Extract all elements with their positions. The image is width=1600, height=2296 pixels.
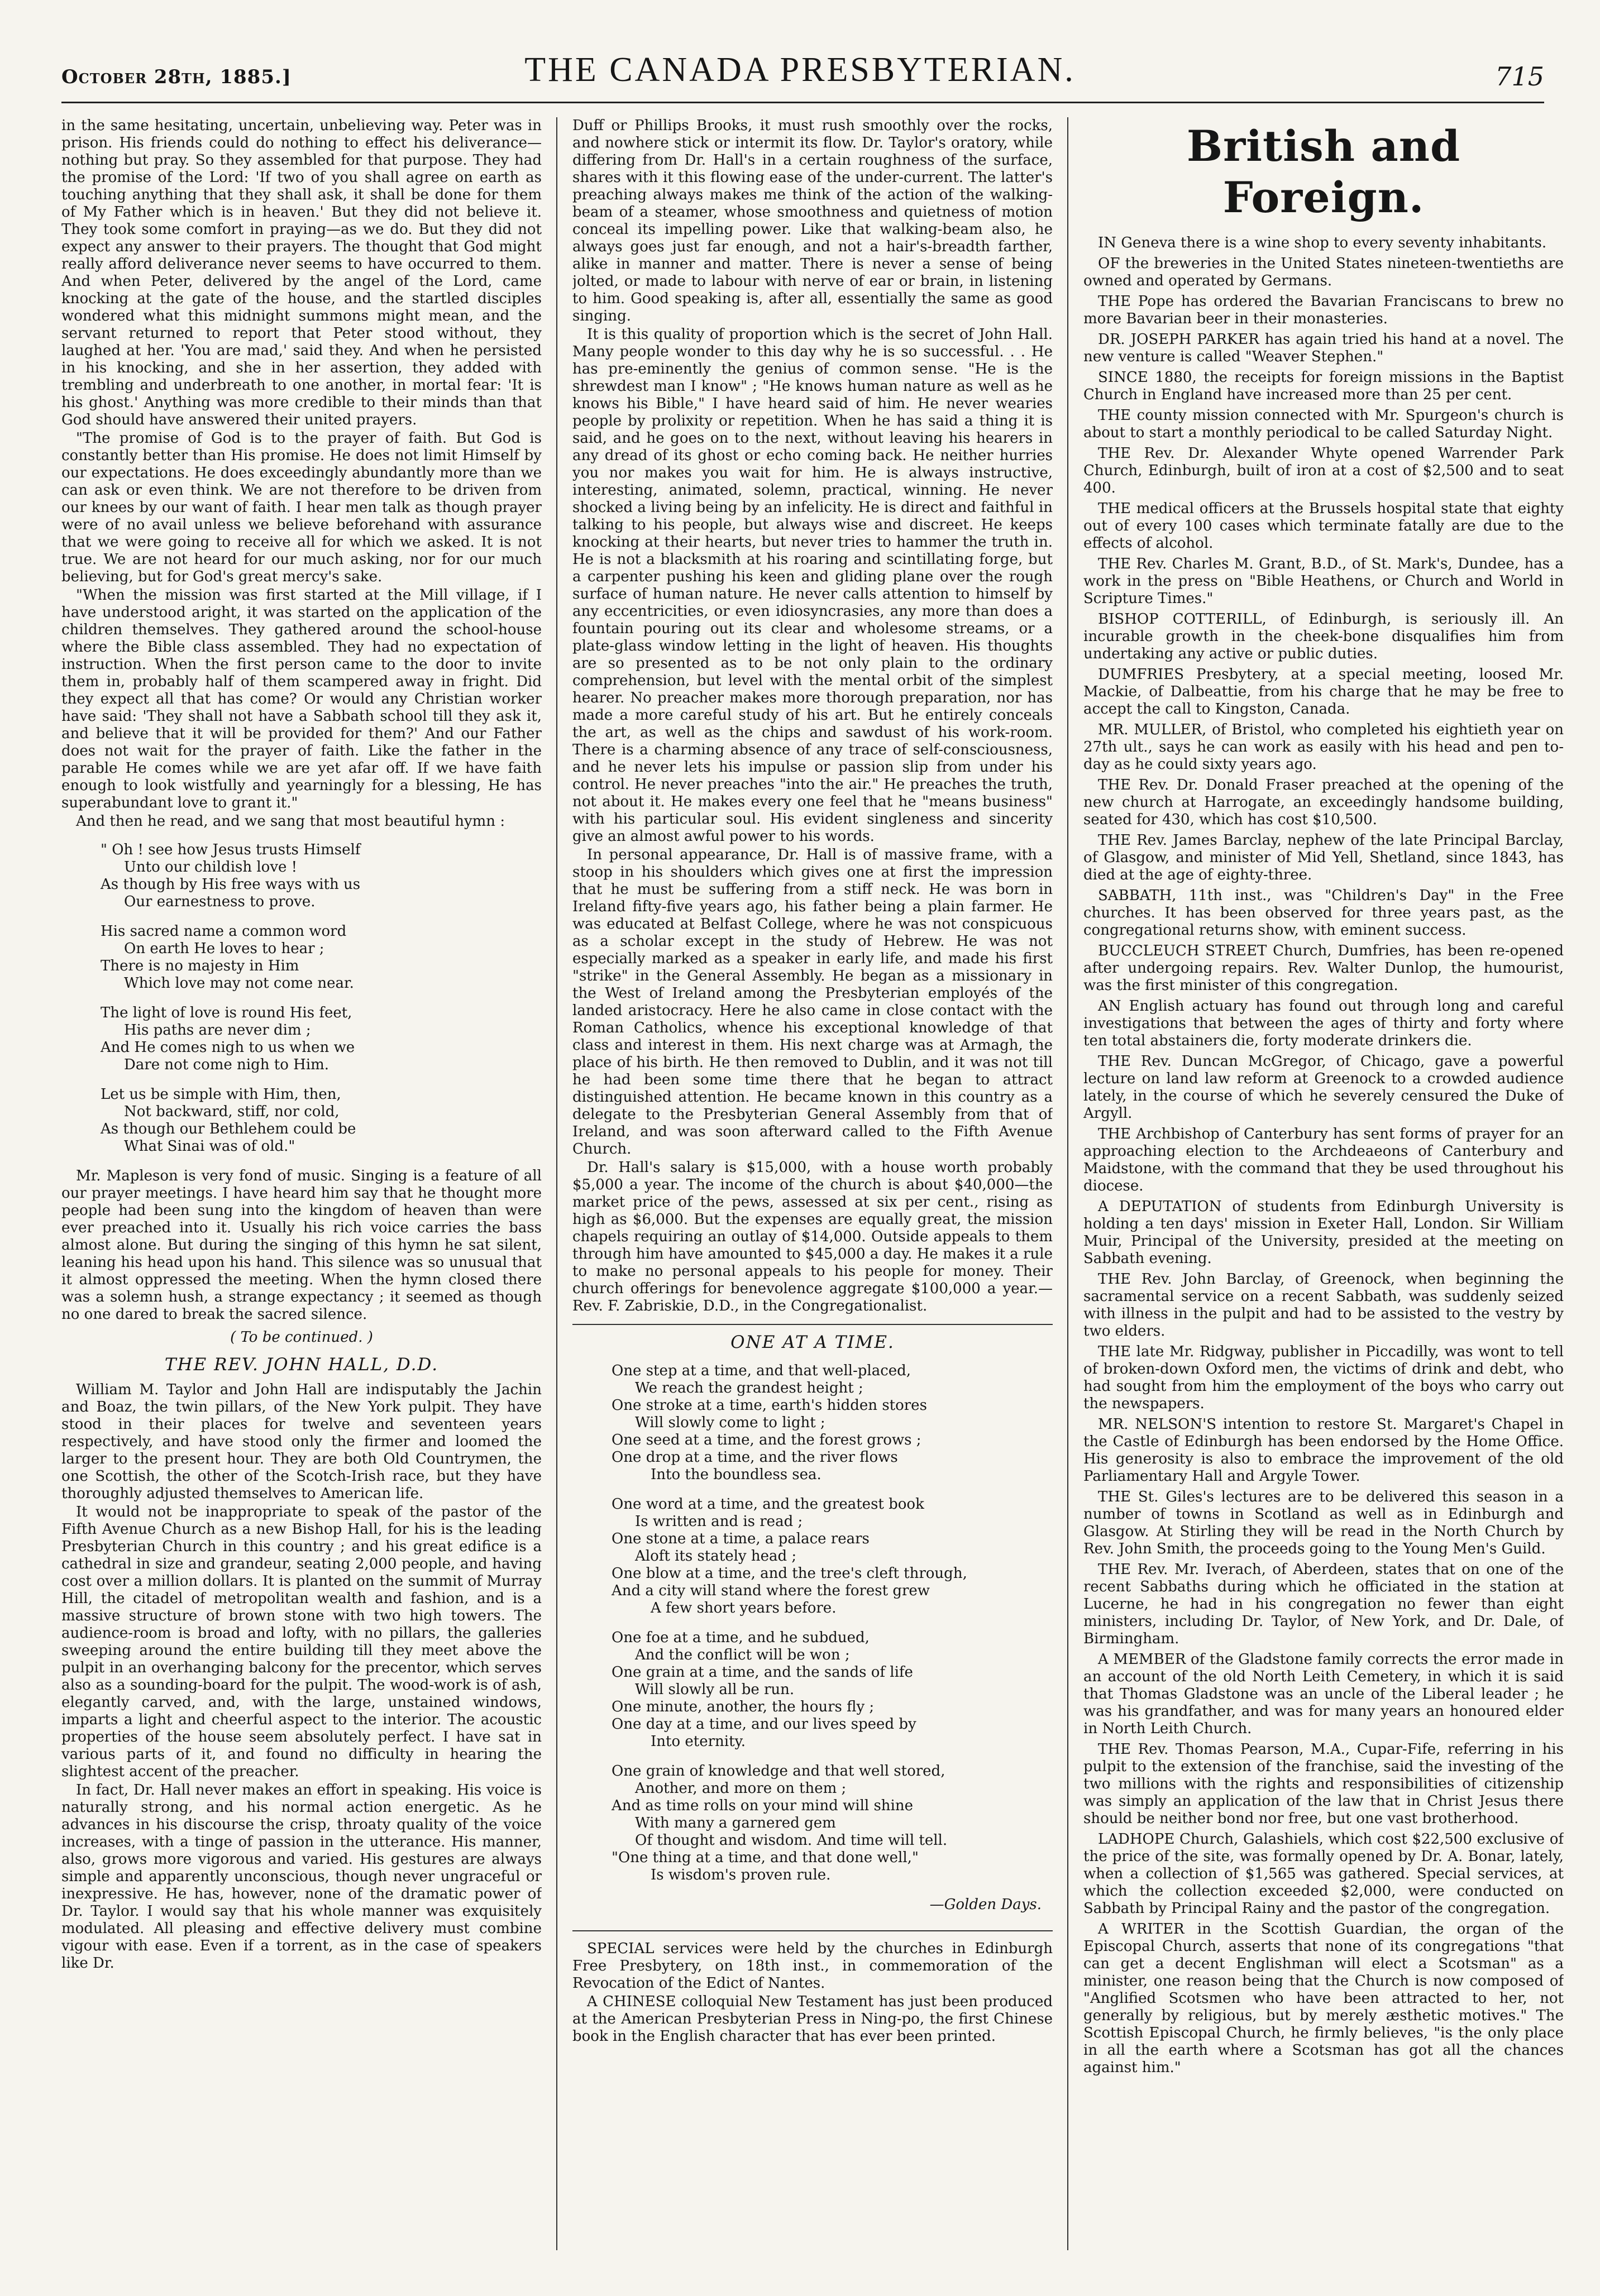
hymn-stanza	[101, 923, 542, 992]
news-note: A CHINESE colloquial New Testament has just been produced at the American Presbyterian Press in Ning-po, the first Chinese book in the English character that has ever been printed.	[572, 1993, 1053, 2045]
article-paragraph: In fact, Dr. Hall never makes an effort in speaking. His voice is naturally strong, and his normal action energetic. As he advances in his discourse the crisp, throaty quality of the voice increases, with a tinge of passion in the utterance. His manner, also, grows more vigorous and varied. His gestures are always simple and apparently unconscious, though never ungraceful or inexpressive. He has, however, none of the dramatic power of Dr. Taylor. I would say that his whole manner was exquisitely modulated. All pleasing and effective delivery must combine vigour with ease. Even if a torrent, as in the case of speakers like Dr.	[61, 1782, 542, 1972]
poem-line: One foe at a time, and he subdued,	[612, 1629, 870, 1646]
hymn-line: Unto our childish love !	[124, 859, 298, 876]
poem-line: One seed at a time, and the forest grows ;	[612, 1432, 921, 1448]
hymn-line: As though our Bethlehem could be	[101, 1121, 356, 1137]
hymn-stanza	[101, 1004, 542, 1074]
column-divider	[556, 117, 557, 2250]
news-item: A MEMBER of the Gladstone family corrects the error made in an account of the old North Leith Cemetery, in which it is said that Thomas Gladstone was an uncle of the Liberal leader ; he was his grandfather, and was for many years an honoured elder in North Leith Church.	[1083, 1651, 1564, 1737]
newspaper-page	[28, 34, 1572, 2273]
hymn-line: Our earnestness to prove.	[124, 893, 316, 910]
poem-line: One grain at a time, and the sands of life	[612, 1664, 913, 1681]
news-item: A WRITER in the Scottish Guardian, the organ of the Episcopal Church, asserts that none of its congregations "that can get a decent Englishman will elect a Scotsman" as a minister, one reason being that the Church is now composed of "Anglified Scotsmen who have been attracted to her, not generally by religious, but by merely æsthetic motives." The Scottish Episcopal Church, he firmly believes, "is the only place in all the earth where a Scotsman has got all the chances against him."	[1083, 1921, 1564, 2076]
hymn-line: " Oh ! see how Jesus trusts Himself	[101, 841, 361, 858]
hymn-line: As though by His free ways with us	[101, 876, 361, 893]
story-paragraph: in the same hesitating, uncertain, unbelieving way. Peter was in prison. His friends could do nothing to effect his deliverance—nothing but pray. So they assembled for that purpose. They had the promise of the Lord: 'If two of you shall agree on earth as touching anything that they shall ask, it shall be done for them of My Father which is in heaven.' But they did not believe it. They took some comfort in praying—as we do. But they did not expect any answer to their prayers. The thought that God might really afford deliverance never seems to have occurred to them. And when Peter, delivered by the angel of the Lord, came knocking at the gate of the house, and the startled disciples wondered what this midnight summons might mean, and the servant returned to report that Peter stood without, they laughed at her. 'You are mad,' said they. And when he persisted in his knocking, and she in her assertion, they added with trembling and underbreath to one another, in mortal fear: 'It is his ghost.' Anything was more credible to their minds than that God should have answered their united prayers.	[61, 117, 542, 428]
masthead-title: THE CANADA PRESBYTERIAN.	[524, 51, 1076, 89]
article-paragraph: In personal appearance, Dr. Hall is of massive frame, with a stoop in his shoulders which gives one at first the impression that he must be suffering from a stiff neck. He was born in Ireland fifty-five years ago, his father being a plain farmer. He was educated at Belfast College, where he was not conspicuous as a scholar except in the study of Hebrew. He was not especially marked as a speaker in early life, and made his first "strike" in the General Assembly. He began as a missionary in the West of Ireland among the Presbyterian employés of the landed aristocracy. Here he also came in close contact with the Roman Catholics, whence his exceptional knowledge of that class and interest in them. His next charge was at Armagh, the place of his birth. He then removed to Dublin, and it was not till he had been some time there that he began to attract distinguished attention. He became known in this country as a delegate to the Presbyterian General Assembly from that of Ireland, and was soon afterward called to the Fifth Avenue Church.	[572, 846, 1053, 1157]
hymn-line: His paths are never dim ;	[124, 1022, 311, 1039]
poem-line: One minute, another, the hours fly ;	[612, 1699, 875, 1715]
article-paragraph: Dr. Hall's salary is $15,000, with a house worth probably $5,000 a year. The income of the church is about $40,000—the market price of the pews, assessed at six per cent., rising as high as $6,000. But the expenses are equally great, the mission chapels requiring an outlay of $14,000. Outside appeals to them through him have amounted to $45,000 a day. He makes it a rule to make no personal appeals to his people for money. Their church offerings for benevolence aggregate $100,000 a year.—Rev. F. Zabriskie, D.D., in the Congregationalist.	[572, 1159, 1053, 1314]
poem-line: Is wisdom's proven rule.	[651, 1867, 831, 1883]
news-item: SABBATH, 11th inst., was "Children's Day" in the Free churches. It has been observed for three years past, as the congregational returns show, with eminent success.	[1083, 887, 1564, 939]
poem-stanza	[612, 1763, 1053, 1884]
news-item: THE Pope has ordered the Bavarian Franciscans to brew no more Bavarian beer in their monasteries.	[1083, 293, 1564, 327]
column-1	[61, 117, 542, 2250]
news-item: THE county mission connected with Mr. Spurgeon's church is about to start a monthly periodical to be called Saturday Night.	[1083, 407, 1564, 441]
poem-stanza	[612, 1496, 1053, 1617]
poem-line: Will slowly all be run.	[635, 1681, 795, 1698]
poem-line: One grain of knowledge and that well stored,	[612, 1763, 945, 1780]
news-item: THE Rev. Duncan McGregor, of Chicago, gave a powerful lecture on land law reform at Greenock to a crowded audience lately, in the course of which he severely censured the Duke of Argyll.	[1083, 1053, 1564, 1122]
poem-line: Another, and more on them ;	[635, 1780, 847, 1797]
news-item: THE Rev. Dr. Alexander Whyte opened Warrender Park Church, Edinburgh, built of iron at a cost of $2,500 and to seat 400.	[1083, 445, 1564, 496]
hymn-line: His sacred name a common word	[101, 923, 347, 940]
poem-line: Into eternity.	[651, 1733, 746, 1750]
poem-source: —Golden Days.	[929, 1896, 1042, 1913]
news-note: SPECIAL services were held by the churches in Edinburgh Free Presbytery, on 18th inst., in commemoration of the Revocation of the Edict of Nantes.	[572, 1940, 1053, 1992]
article-title: THE REV. JOHN HALL, D.D.	[164, 1355, 439, 1375]
news-item: THE late Mr. Ridgway, publisher in Piccadilly, was wont to tell of broken-down Oxford men, the victims of drink and debt, who had sought from him the employment of the boys who carry out the newspapers.	[1083, 1343, 1564, 1412]
hymn-line: On earth He loves to hear ;	[124, 940, 324, 957]
section-rule	[572, 1930, 1053, 1931]
news-item: IN Geneva there is a wine shop to every seventy inhabitants.	[1098, 235, 1547, 251]
news-item: THE Rev. James Barclay, nephew of the late Principal Barclay, of Glasgow, and minister of Mid Yell, Shetland, since 1843, has died at the age of eighty-three.	[1083, 832, 1564, 883]
poem	[612, 1362, 1053, 1884]
news-item: MR. MULLER, of Bristol, who completed his eightieth year on 27th ult., says he can work as easily with his head and pen to-day as he could sixty years ago.	[1083, 721, 1564, 773]
news-item: THE Rev. Mr. Iverach, of Aberdeen, states that on one of the recent Sabbaths during which he officiated in the station at Lucerne, he had in his congregation no fewer than eight ministers, including Dr. Taylor, of New York, and Dr. Dale, of Birmingham.	[1083, 1561, 1564, 1647]
news-item: AN English actuary has found out through long and careful investigations that between the ages of thirty and forty where ten total abstainers die, forty moderate drinkers die.	[1083, 998, 1564, 1049]
hymn-line: The light of love is round His feet,	[101, 1004, 352, 1021]
news-item: A DEPUTATION of students from Edinburgh University is holding a ten days' mission in Exeter Hall, London. Sir William Muir, Principal of the University, presided at the meeting on Sabbath evening.	[1083, 1198, 1564, 1267]
poem-line: Into the boundless sea.	[651, 1466, 822, 1483]
story-paragraph: "The promise of God is to the prayer of faith. But God is constantly better than His promise. He does not limit Himself by our expectations. He does exceedingly abundantly more than we can ask or even think. We are not therefore to be driven from our knees by our want of faith. I hear men talk as though prayer were of no avail unless we believe beforehand with assurance that we were going to receive all for which we asked. It is not true. We are not heard for our much asking, nor for our much believing, but for God's great mercy's sake.	[61, 430, 542, 585]
hymn-line: Not backward, stiff, nor cold,	[124, 1103, 340, 1120]
news-items	[1083, 235, 1564, 2077]
poem-line: One step at a time, and that well-placed,	[612, 1362, 911, 1379]
poem-line: One stone at a time, a palace rears	[612, 1530, 870, 1547]
news-item: THE Archbishop of Canterbury has sent forms of prayer for an approaching election to the Archdeaeons of Canterbury and Maidstone, with the command that they be used throughout his diocese.	[1083, 1126, 1564, 1194]
news-item: SINCE 1880, the receipts for foreign missions in the Baptist Church in England have increased more than 25 per cent.	[1083, 369, 1564, 403]
poem-stanza	[612, 1362, 1053, 1484]
news-item: THE St. Giles's lectures are to be delivered this season in a number of towns in Scotland as well as in Edinburgh and Glasgow. At Stirling they will be read in the North Church by Rev. John Smith, the proceeds going to the Young Men's Guild.	[1083, 1489, 1564, 1557]
article-paragraph: William M. Taylor and John Hall are indisputably the Jachin and Boaz, the twin pillars, of the New York pulpit. They have stood in their places for twelve and seventeen years respectively, and have stood only the firmer and loomed the larger to the present hour. They are both Old Countrymen, the one Scottish, the other of the Scotch-Irish race, but they have thoroughly adjusted themselves to American life.	[61, 1381, 542, 1502]
poem-line: A few short years before.	[651, 1600, 837, 1616]
news-item: MR. NELSON'S intention to restore St. Margaret's Chapel in the Castle of Edinburgh has been endorsed by the Home Office. His generosity is also to embrace the improvement of the old Parliamentary Hall and Argyle Tower.	[1083, 1416, 1564, 1485]
poem-line: One blow at a time, and the tree's cleft through,	[612, 1565, 967, 1582]
to-be-continued: ( To be continued. )	[230, 1329, 373, 1346]
news-item: OF the breweries in the United States nineteen-twentieths are owned and operated by Germans.	[1083, 255, 1564, 289]
poem-title: ONE AT A TIME.	[730, 1332, 895, 1352]
poem-line: "One thing at a time, and that done well,"	[612, 1849, 919, 1866]
hymn-stanza	[101, 1086, 542, 1155]
page-header	[28, 45, 1572, 95]
poem-line: One day at a time, and our lives speed by	[612, 1716, 916, 1733]
hymn	[101, 841, 542, 1155]
hymn-line: Which love may not come near.	[124, 975, 354, 992]
poem-line: One drop at a time, and the river flows	[612, 1449, 898, 1466]
poem-line: And as time rolls on your mind will shine	[612, 1797, 913, 1814]
poem-line: And a city will stand where the forest grew	[612, 1582, 930, 1599]
article-paragraph: It is this quality of proportion which is the secret of John Hall. Many people wonder to this day why he is so successful. . . He has pre-eminently the genius of common sense. "He is the shrewdest man I know" ; "He knows human nature as well as he knows his Bible," I have heard said of him. He never wearies people by prolixity or repetition. When he has said a thing it is said, and he goes on to the next, without leaving his hearers in any dread of its ghost or echo coming back. He neither hurries you nor makes you wait for him. He is always instructive, interesting, animated, solemn, practical, winning. He never shocked a living being by an infelicity. He is direct and faithful in talking to his people, but always wise and discreet. He keeps knocking at their hearts, but never tries to hammer the truth in. He is not a blacksmith at his roaring and scintillating forge, but a carpenter pushing his keen and gliding plane over the rough surface of human nature. He never calls attention to himself by any eccentricities, or even idiosyncrasies, any more than does a fountain pouring out its clear and wholesome streams, or a plate-glass window letting in the light of heaven. His thoughts are so presented as to be not only plain to the ordinary comprehension, but level with the mental orbit of the simplest hearer. No preacher makes more thorough preparation, nor has made a more careful study of his art. But he entirely conceals the art, as well as the chips and sawdust of his work-room. There is a charming absence of any trace of self-consciousness, and he never lets his impulse or passion slip from under his control. He never preaches "into the air." He preaches the truth, not about it. He makes every one feel that he "means business" with his particular soul. His evident singleness and sincerity give an almost awful power to his words.	[572, 326, 1053, 845]
poem-line: We reach the grandest height ;	[635, 1380, 863, 1396]
poem-line: And the conflict will be won ;	[635, 1647, 850, 1663]
header-rule	[61, 102, 1544, 103]
poem-stanza	[612, 1629, 1053, 1750]
poem-line: Will slowly come to light ;	[635, 1414, 825, 1431]
poem-line: Aloft its stately head ;	[635, 1548, 797, 1565]
poem-line: One stroke at a time, earth's hidden stores	[612, 1397, 927, 1414]
column-3	[1083, 117, 1564, 2250]
article-paragraph: Duff or Phillips Brooks, it must rush smoothly over the rocks, and nowhere stick or intermit its flow. Dr. Taylor's oratory, while differing from Dr. Hall's in a certain roughness of the surface, shares with it this flowing ease of the under-current. The latter's preaching always makes me think of the action of the walking-beam of a steamer, whose smoothness and quietness of motion conceal its impelling power. Like that walking-beam also, he always goes just far enough, and not a hair's-breadth farther, alike in manner and matter. There is never a sense of being jolted, or made to labour with nerve of ear or brain, in listening to him. Good speaking is, after all, essentially the same as good singing.	[572, 117, 1053, 324]
issue-date: October 28th, 1885.]	[61, 66, 292, 88]
poem-line: Is written and is read ;	[635, 1513, 803, 1530]
news-item: BISHOP COTTERILL, of Edinburgh, is seriously ill. An incurable growth in the cheek-bone disqualifies him from undertaking any active or public duties.	[1083, 611, 1564, 662]
news-item: BUCCLEUCH STREET Church, Dumfries, has been re-opened after undergoing repairs. Rev. Walter Dunlop, the humourist, was the first minister of this congregation.	[1083, 943, 1564, 994]
poem-line: Of thought and wisdom. And time will tell.	[635, 1832, 948, 1849]
hymn-line: What Sinai was of old."	[124, 1138, 295, 1155]
story-paragraph: And then he read, and we sang that most beautiful hymn :	[76, 813, 505, 830]
news-item: THE medical officers at the Brussels hospital state that eighty out of every 100 cases which terminate fatally are due to the effects of alcohol.	[1083, 500, 1564, 552]
hymn-line: And He comes nigh to us when we	[101, 1039, 355, 1056]
news-item: THE Rev. Charles M. Grant, B.D., of St. Mark's, Dundee, has a work in the press on "Bible Heathens, or Church and World in Scripture Times."	[1083, 556, 1564, 607]
hymn-line: Dare not come nigh to Him.	[124, 1056, 329, 1073]
story-paragraph: Mr. Mapleson is very fond of music. Singing is a feature of all our prayer meetings. I have heard him say that he thought more people had been sung into the kingdom of heaven than were ever preached into it. Usually his rich voice carries the bass almost alone. But during the singing of this hymn he sat silent, leaning his head upon his hand. This silence was so unusual that it almost oppressed the meeting. When the hymn closed there was a solemn hush, a strange expectancy ; it seemed as though no one dared to break the sacred silence.	[61, 1168, 542, 1323]
news-item: DR. JOSEPH PARKER has again tried his hand at a novel. The new venture is called "Weaver Stephen."	[1083, 331, 1564, 365]
page-number: 715	[1495, 61, 1544, 92]
poem-line: With many a garnered gem	[635, 1815, 836, 1831]
story-paragraph: "When the mission was first started at the Mill village, if I have understood aright, it was started on the application of the children themselves. They gathered around the school-house where the Bible class assembled. They had no expectation of instruction. When the first person came to the door to invite them in, probably half of them scampered away in fright. Did they expect all that has come? Or would any Christian worker have said: 'They shall not have a Sabbath school till they ask it, and believe that it will be provided for them?' And our Father does not wait for the prayer of faith. Like the father in the parable He comes while we are yet afar off. If we have faith enough to look wistfully and yearningly for a blessing, He has superabundant love to grant it."	[61, 587, 542, 811]
hymn-line: Let us be simple with Him, then,	[101, 1086, 341, 1103]
section-heading: British and Foreign.	[1186, 121, 1461, 222]
section-rule	[572, 1324, 1053, 1325]
article-paragraph: It would not be inappropriate to speak of the pastor of the Fifth Avenue Church as a new Bishop Hall, for his is the leading Presbyterian Church in this country ; and his great edifice is a cathedral in size and grandeur, seating 2,000 people, and having cost over a million dollars. It is planted on the summit of Murray Hill, the citadel of metropolitan wealth and fashion, and is a massive structure of brown stone with two high towers. The audience-room is broad and lofty, with no pillars, the galleries sweeping around the entire building till they meet above the pulpit in an overhanging balcony for the precentor, which serves also as a sounding-board for the pulpit. The wood-work is of ash, elegantly carved, and, with the large, unstained windows, imparts a light and cheerful aspect to the interior. The acoustic properties of the house seem absolutely perfect. I have sat in various parts of it, and found no difficulty in hearing the slightest accent of the preacher.	[61, 1504, 542, 1780]
hymn-stanza	[101, 841, 542, 911]
hymn-line: There is no majesty in Him	[101, 958, 299, 974]
poem-line: One word at a time, and the greatest book	[612, 1496, 924, 1513]
column-2	[572, 117, 1053, 2250]
news-item: LADHOPE Church, Galashiels, which cost $22,500 exclusive of the price of the site, was formally opened by Dr. A. Bonar, lately, when a collection of $1,565 was gathered. Special services, at which the collection exceeded $2,000, were conducted on Sabbath by Principal Rainy and the pastor of the congregation.	[1083, 1831, 1564, 1917]
news-item: DUMFRIES Presbytery, at a special meeting, loosed Mr. Mackie, of Dalbeattie, from his charge that he may be free to accept the call to Kingston, Canada.	[1083, 666, 1564, 718]
news-item: THE Rev. John Barclay, of Greenock, when beginning the sacramental service on a recent Sabbath, was suddenly seized with illness in the pulpit and had to be assisted to the vestry by two elders.	[1083, 1271, 1564, 1340]
news-item: THE Rev. Thomas Pearson, M.A., Cupar-Fife, referring in his pulpit to the extension of the franchise, said the investing of the two millions with the rights and responsibilities of citizenship was simply an application of the law that in Christ Jesus there should be neither bond nor free, but one vast brotherhood.	[1083, 1741, 1564, 1827]
news-item: THE Rev. Dr. Donald Fraser preached at the opening of the new church at Harrogate, an exceedingly handsome building, seated for 430, which has cost $10,500.	[1083, 777, 1564, 828]
column-divider	[1067, 117, 1068, 2250]
